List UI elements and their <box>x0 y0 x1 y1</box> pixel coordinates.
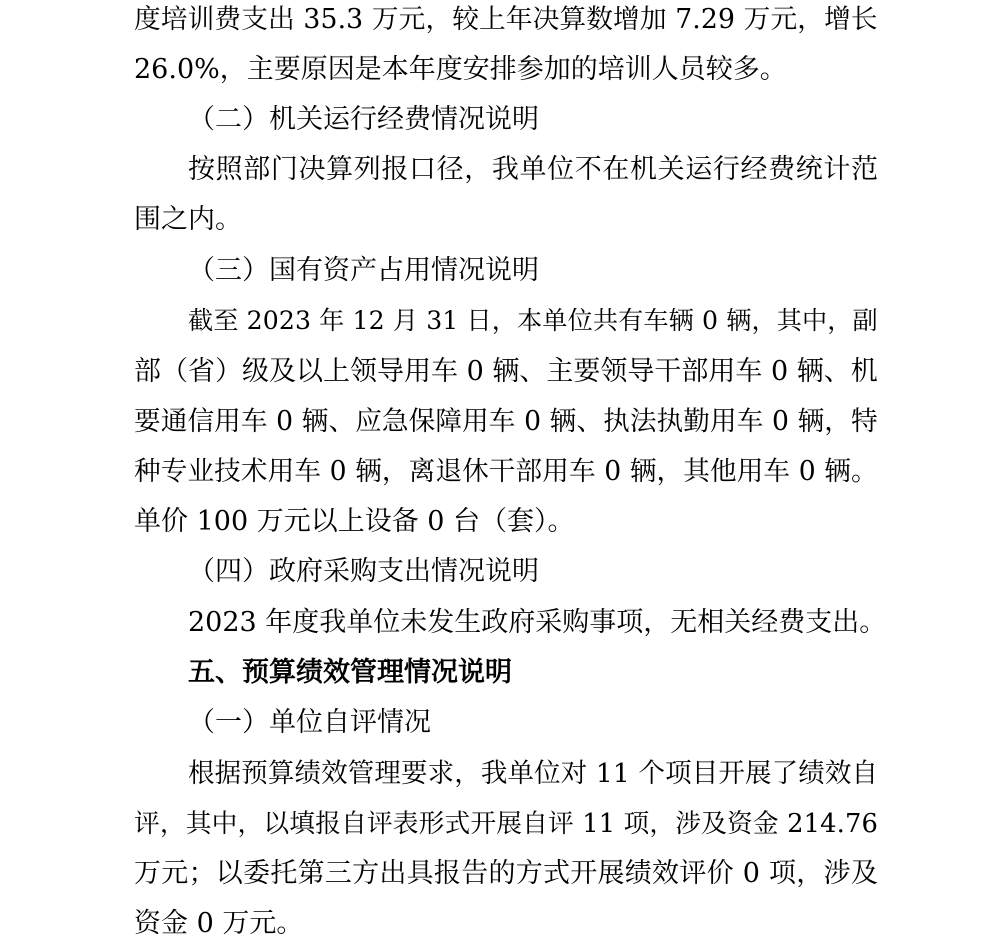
body-text-line: 单价 100 万元以上设备 0 台（套）。 <box>134 506 575 537</box>
body-text-line: 截 至 2 0 2 3 年 1 2 月 3 1 日 ， 本 单 位 共 有 车 辆 0 辆 ， 其 中 ， 副 <box>188 306 878 335</box>
body-text-line: 种 专 业 技 术 用 车 0 辆 ， 离 退 休 干 部 用 车 0 辆 ， 其 他 用 车 0 辆 。 <box>134 456 878 487</box>
section-subheading: （三）国有资产占用情况说明 <box>188 255 539 286</box>
body-text-line: 2023 年度我单位未发生政府采购事项，无相关经费支出。 <box>188 607 887 638</box>
body-text-line: 根 据 预 算 绩 效 管 理 要 求 ， 我 单 位 对 1 1 个 项 目 开 展 了 绩 效 自 <box>188 758 878 789</box>
body-text-line: 度 培 训 费 支 出 3 5 . 3 万 元 ， 较 上 年 决 算 数 增 加 7 . 2 9 万 元 ， 增 长 <box>134 4 878 35</box>
section-subheading: （二）机关运行经费情况说明 <box>188 104 539 135</box>
body-text-line: 万 元 ； 以 委 托 第 三 方 出 具 报 告 的 方 式 开 展 绩 效 评 价 0 项 ， 涉 及 <box>134 858 878 889</box>
body-text-line: 围之内。 <box>134 204 242 235</box>
body-text-line: 要 通 信 用 车 0 辆 、 应 急 保 障 用 车 0 辆 、 执 法 执 勤 用 车 0 辆 ， 特 <box>134 406 878 437</box>
body-text-line: 部 （ 省 ） 级 及 以 上 领 导 用 车 0 辆 、 主 要 领 导 干 部 用 车 0 辆 、 机 <box>134 356 878 387</box>
body-text-line: 资金 0 万元。 <box>134 908 304 939</box>
section-subheading: （四）政府采购支出情况说明 <box>188 556 539 587</box>
section-subheading: （一）单位自评情况 <box>188 707 431 738</box>
body-text-line: 按 照 部 门 决 算 列 报 口 径 ， 我 单 位 不 在 机 关 运 行 经 费 统 计 范 <box>188 154 878 185</box>
body-text-line: 26.0%，主要原因是本年度安排参加的培训人员较多。 <box>134 54 787 85</box>
body-text-line: 评 ， 其 中 ， 以 填 报 自 评 表 形 式 开 展 自 评 1 1 项 ， 涉 及 资 金 2 1 4 . 7 6 <box>134 809 878 839</box>
section-heading: 五、预算绩效管理情况说明 <box>188 657 512 688</box>
